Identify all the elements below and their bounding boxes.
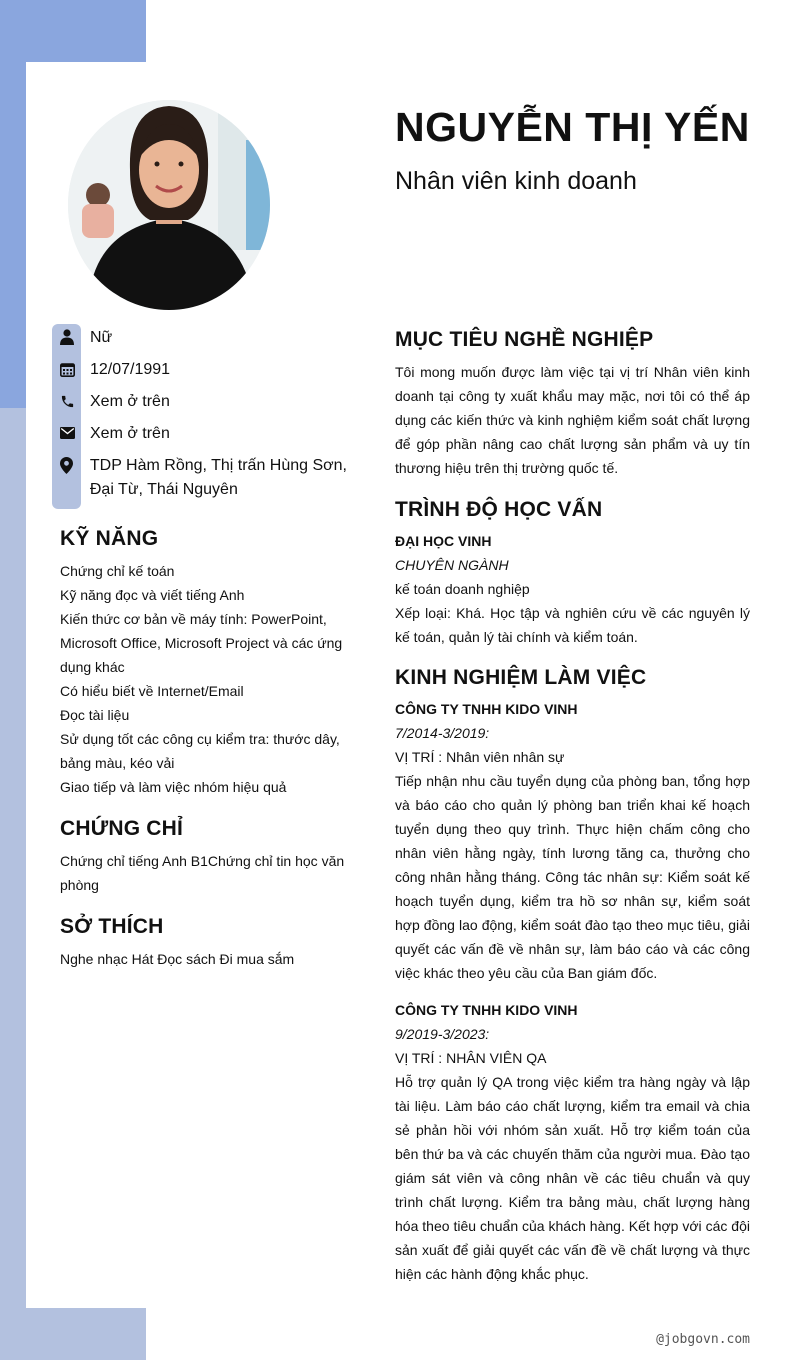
skills-list — [60, 559, 355, 799]
company-name: CÔNG TY TNHH KIDO VINH — [395, 1002, 578, 1018]
job-position: VỊ TRÍ : Nhân viên nhân sự — [395, 749, 565, 765]
profile-photo — [68, 100, 270, 310]
contact-phone — [58, 390, 170, 414]
skill-item: Có hiểu biết về Internet/Email — [60, 683, 244, 699]
full-name: NGUYỄN THỊ YẾN — [395, 104, 750, 150]
contact-gender — [58, 326, 112, 350]
skill-item: Chứng chỉ kế toán — [60, 563, 175, 579]
contact-address — [58, 454, 348, 502]
location-pin-icon — [58, 456, 76, 474]
skill-item: Kỹ năng đọc và viết tiếng Anh — [60, 587, 245, 603]
experience-heading: KINH NGHIỆM LÀM VIỆC — [395, 666, 647, 689]
skill-item: Kiến thức cơ bản về máy tính: PowerPoint, Microsoft Office, Microsoft Project và các ứng dụng khác — [60, 611, 343, 675]
phone-icon — [58, 392, 76, 410]
contact-text: Xem ở trên — [90, 393, 170, 410]
company-name: CÔNG TY TNHH KIDO VINH — [395, 701, 578, 717]
mail-icon — [58, 424, 76, 442]
job-description: Hỗ trợ quản lý QA trong việc kiểm tra hàng ngày và lập tài liệu. Làm báo cáo chất lượng, kiểm tra email và chia sẻ phản hồi với nhóm sản xuất. Hỗ trợ kiểm toán của bên thứ ba và các chuyến thăm của người mua. Đào tạo giám sát viên và công nhân về các tiêu chuẩn và quy trình chất lượng. Kiểm tra bảng màu, chất lượng hàng hóa theo tiêu chuẩn của khách hàng. Kết hợp với các đội sản xuất để giải quyết các vấn đề về chất lượng và thực hiện các hành động khắc phục. — [395, 1074, 750, 1282]
objective-text: Tôi mong muốn được làm việc tại vị trí Nhân viên kinh doanh tại công ty xuất khẩu may mặc, nơi tôi có thể áp dụng các kiến thức và kinh nghiệm kiểm soát chất lượng để góp phần nâng cao chất lượng sản phẩm và uy tín thương hiệu trên thị trường quốc tế. — [395, 364, 750, 476]
contact-text: Xem ở trên — [90, 425, 170, 442]
skill-item: Đọc tài liệu — [60, 707, 130, 723]
hobbies-heading: SỞ THÍCH — [60, 915, 164, 938]
education-heading: TRÌNH ĐỘ HỌC VẤN — [395, 498, 603, 521]
skills-heading: KỸ NĂNG — [60, 527, 159, 550]
job-position: VỊ TRÍ : NHÂN VIÊN QA — [395, 1050, 547, 1066]
certificates-heading: CHỨNG CHỈ — [60, 817, 184, 840]
job-1 — [395, 697, 750, 985]
calendar-icon — [58, 360, 76, 378]
contact-email — [58, 422, 170, 446]
school-name: ĐẠI HỌC VINH — [395, 533, 492, 549]
footer-watermark: @jobgovn.com — [656, 1332, 750, 1347]
job-period: 7/2014-3/2019: — [395, 725, 490, 741]
contact-text: 12/07/1991 — [90, 361, 171, 378]
certificates-text: Chứng chỉ tiếng Anh B1Chứng chỉ tin học văn phòng — [60, 853, 345, 893]
job-2 — [395, 998, 750, 1286]
hobbies-text: Nghe nhạc Hát Đọc sách Đi mua sắm — [60, 951, 295, 967]
contact-text: Nữ — [90, 329, 113, 346]
job-description: Tiếp nhận nhu cầu tuyển dụng của phòng ban, tổng hợp và báo cáo cho quản lý phòng ban triển khai kế hoạch tuyển dụng theo quy trình. Thực hiện chấm công cho nhân viên hằng ngày, tính lương tăng ca, thưởng cho công nhân hằng tháng. Công tác nhân sự: Kiểm soát kế hoạch tuyển dụng, kiểm tra hồ sơ nhân sự, kiểm soát hợp đồng lao động, kiểm soát đào tạo theo mục tiêu, giải quyết các vấn đề về nhân sự, làm báo cáo và các công việc khác theo yêu cầu của Ban giám đốc. — [395, 773, 750, 981]
person-icon — [58, 328, 76, 346]
objective-heading: MỤC TIÊU NGHỀ NGHIỆP — [395, 328, 654, 351]
major-label: CHUYÊN NGÀNH — [395, 557, 509, 573]
skill-item: Sử dụng tốt các công cụ kiểm tra: thước dây, bảng màu, kéo vải — [60, 731, 340, 771]
contact-text: TDP Hàm Rồng, Thị trấn Hùng Sơn, Đại Từ, Thái Nguyên — [89, 457, 347, 498]
education-block — [395, 529, 750, 649]
job-title: Nhân viên kinh doanh — [395, 167, 637, 195]
job-period: 9/2019-3/2023: — [395, 1026, 490, 1042]
contact-birthday — [58, 358, 170, 382]
education-detail: Xếp loại: Khá. Học tập và nghiên cứu về các nguyên lý kế toán, quản lý tài chính và kiểm toán. — [395, 605, 750, 645]
major: kế toán doanh nghiệp — [395, 581, 530, 597]
skill-item: Giao tiếp và làm việc nhóm hiệu quả — [60, 779, 287, 795]
